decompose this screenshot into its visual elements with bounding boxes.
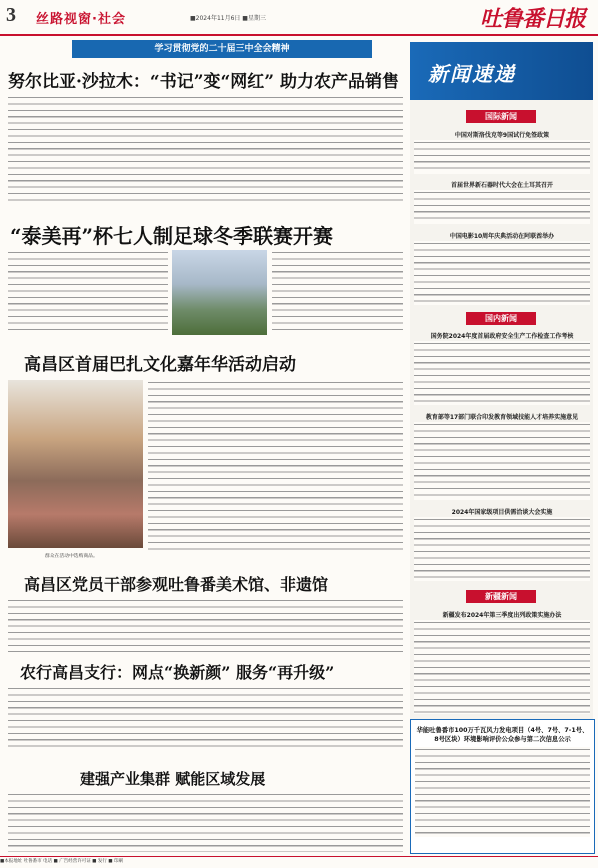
article-1-title: 努尔比亚·沙拉木：“书记”变“网红” 助力农产品销售 [8, 72, 399, 92]
market-photo [8, 380, 143, 548]
article-2-body [8, 250, 168, 335]
article-2-body-cont [272, 250, 403, 335]
article-3-title: 高昌区首届巴扎文化嘉年华活动启动 [24, 355, 296, 375]
theme-banner: 学习贯彻党的二十届三中全会精神 [72, 40, 372, 58]
photo-caption: 群众在活动中选购商品。 [45, 554, 98, 559]
intl-headline-3: 中国电影10周年庆典活动在阿联酋举办 [449, 233, 555, 240]
category-xinjiang: 新疆新闻 [466, 590, 536, 603]
notice-body [415, 747, 590, 837]
domestic-headline-1: 国务院2024年度首届政府安全生产工作检查工作考核 [430, 333, 574, 340]
article-6-body [8, 792, 403, 852]
domestic-headline-3: 2024年国家级项目供需洽谈大会实施 [451, 509, 553, 516]
article-5-body [8, 686, 403, 748]
domestic-body-2 [414, 422, 590, 500]
intl-body-1 [414, 140, 590, 174]
article-2-title: “泰美再”杯七人制足球冬季联赛开赛 [10, 224, 334, 248]
article-3-body [148, 380, 403, 552]
masthead-logo: 吐鲁番日报 [480, 6, 586, 32]
xinjiang-headline-1: 新疆发布2024年第三季度出列政策实施办法 [442, 612, 562, 619]
page-header [0, 0, 598, 36]
intl-body-3 [414, 241, 590, 305]
page-footer: ■本报地址 吐鲁番市 电话 ■ 广告经营许可证 ■ 发行 ■ 印刷 [0, 856, 598, 868]
xinjiang-body-1 [414, 620, 590, 714]
category-international: 国际新闻 [466, 110, 536, 123]
soccer-photo [172, 250, 267, 335]
article-4-title: 高昌区党员干部参观吐鲁番美术馆、非遗馆 [24, 575, 329, 594]
issue-date: ■2024年11月6日 ■星期三 [190, 15, 266, 22]
domestic-headline-2: 教育部等17部门联合印发教育领域技能人才培养实施意见 [425, 414, 579, 421]
notice-title: 华能吐鲁番市100万千瓦风力发电项目（4号、7号、7-1号、8号区块）环境影响评价公众参与第二次信息公示 [416, 727, 589, 743]
intl-headline-1: 中国对斯洛伐克等9国试行免签政策 [454, 132, 550, 139]
domestic-body-3 [414, 517, 590, 581]
article-4-body [8, 598, 403, 652]
section-title: 丝路视窗·社会 [36, 12, 126, 27]
article-6-title: 建强产业集群 赋能区域发展 [80, 770, 266, 788]
page-number: 3 [6, 4, 16, 26]
intl-body-2 [414, 190, 590, 224]
article-5-title: 农行高昌支行：网点“换新颜” 服务“再升级” [20, 663, 335, 682]
article-1-body [8, 95, 403, 203]
domestic-body-1 [414, 341, 590, 405]
intl-headline-2: 首届世界新石器时代大会在土耳其召开 [450, 182, 553, 189]
category-domestic: 国内新闻 [466, 312, 536, 325]
news-sidebar-title: 新闻速递 [428, 62, 516, 86]
public-notice-ad [410, 719, 595, 854]
